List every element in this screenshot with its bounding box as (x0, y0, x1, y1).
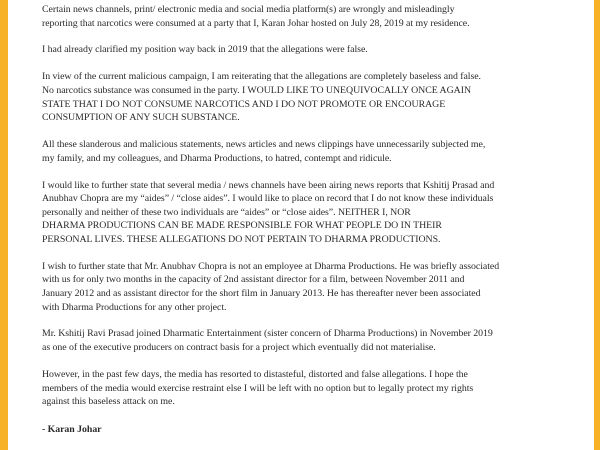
statement-document (8, 0, 594, 450)
text-line: STATE THAT I DO NOT CONSUME NARCOTICS AND I DO NOT PROMOTE OR ENCOURAGE (42, 98, 446, 110)
paragraph-kshitij-prasad (42, 327, 582, 354)
statement-body (42, 3, 582, 450)
text-line: my family, and my colleagues, and Dharma Productions, to hatred, contempt and ridicule. (42, 152, 392, 164)
text-line: against this baseless attack on me. (42, 396, 175, 408)
text-line: personally and neither of these two individuals are “aides” or “close aides”. NEITHER I, NOR (42, 206, 411, 218)
text-line: I wish to further state that Mr. Anubhav Chopra is not an employee at Dharma Productions. He was briefly associated (42, 260, 500, 272)
text-line: In view of the current malicious campaign, I am reiterating that the allegations are completely baseless and false. (42, 71, 481, 83)
text-line: with us for only two months in the capacity of 2nd assistant director for a film, between November 2011 and (42, 274, 465, 286)
text-line: Mr. Kshitij Ravi Prasad joined Dharmatic Entertainment (sister concern of Dharma Productions) in November 2019 (42, 328, 493, 340)
right-border-strip (594, 0, 600, 450)
text-line: DHARMA PRODUCTIONS CAN BE MADE RESPONSIBLE FOR WHAT PEOPLE DO IN THEIR (42, 220, 442, 232)
paragraph-slander (42, 138, 582, 165)
text-line: with Dharma Productions for any other project. (42, 301, 227, 313)
text-line: January 2012 and as assistant director for the short film in January 2013. He has thereafter never been associated (42, 287, 481, 299)
text-line: Anubhav Chopra are my “aides” / “close aides”. I would like to place on record that I do not know these individuals (42, 193, 494, 205)
text-line: All these slanderous and malicious statements, news articles and news clippings have unnecessarily subjected me, (42, 139, 486, 151)
text-line: I would like to further state that several media / news channels have been airing news reports that Kshitij Prasad and (42, 179, 495, 191)
paragraph-denial (42, 70, 582, 124)
text-line: as one of the executive producers on contract basis for a project which eventually did not materialise. (42, 342, 436, 354)
text-line: CONSUMPTION OF ANY SUCH SUBSTANCE. (42, 112, 240, 124)
text-line: However, in the past few days, the media has resorted to distasteful, distorted and false allegations. I hope the (42, 368, 468, 380)
paragraph-anubhav-chopra (42, 260, 582, 314)
paragraph-aides (42, 179, 582, 247)
text-line: Certain news channels, print/ electronic media and social media platform(s) are wrongly and misleadingly (42, 4, 455, 15)
signature: - Karan Johar (42, 423, 102, 435)
text-line: reporting that narcotics were consumed at a party that I, Karan Johar hosted on July 28, 2019 at my residence. (42, 17, 470, 29)
paragraph-party-reports (42, 3, 582, 30)
text-line: No narcotics substance was consumed in the party. I WOULD LIKE TO UNEQUIVOCALLY ONCE AGAIN (42, 84, 472, 96)
text-line: members of the media would exercise restraint else I will be left with no option but to legally protect my rights (42, 382, 474, 394)
paragraph-media-restraint (42, 368, 582, 409)
paragraph-2019-clarification (42, 43, 582, 57)
text-line: I had already clarified my position way back in 2019 that the allegations were false. (42, 44, 368, 56)
text-line: PERSONAL LIVES. THESE ALLEGATIONS DO NOT PERTAIN TO DHARMA PRODUCTIONS. (42, 233, 441, 245)
left-border-strip (0, 0, 8, 450)
